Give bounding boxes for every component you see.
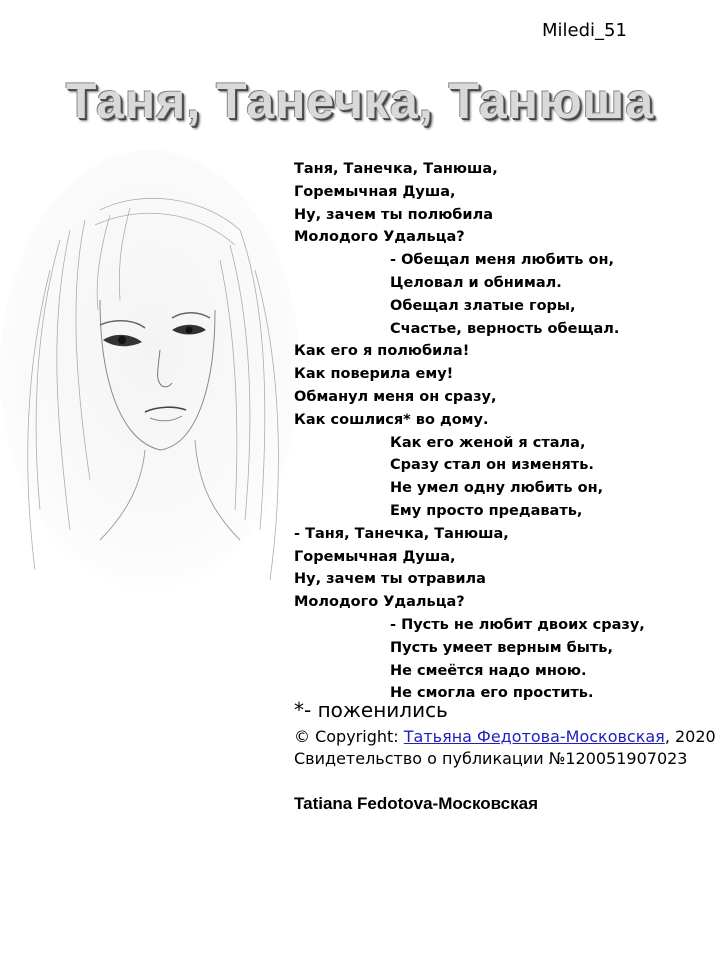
poem-line: Не смогла его простить.: [390, 685, 594, 702]
poem-line: Молодого Удальца?: [294, 229, 465, 246]
poem-line: Как поверила ему!: [294, 366, 454, 383]
publication-certificate: Свидетельство о публикации №120051907023: [294, 749, 688, 768]
poem-line: Как его я полюбила!: [294, 343, 470, 360]
poem-line: Сразу стал он изменять.: [390, 457, 594, 474]
poem-line: Обещал златые горы,: [390, 297, 576, 314]
copyright-prefix: © Copyright:: [294, 727, 404, 746]
poem-line: Таня, Танечка, Танюша,: [294, 161, 498, 177]
poem-line: - Пусть не любит двоих сразу,: [390, 616, 645, 633]
poem-line: Ему просто предавать,: [390, 502, 583, 519]
poem-line: Как сошлися* во дому.: [294, 411, 489, 428]
poem-line: Целовал и обнимал.: [390, 274, 562, 291]
poem-line: Пусть умеет верным быть,: [390, 639, 613, 656]
page-title: Таня, Танечка, Танюша: [65, 73, 655, 129]
poem-line: Молодого Удальца?: [294, 594, 465, 611]
poem-line: - Обещал меня любить он,: [390, 252, 615, 269]
username: Miledi_51: [542, 20, 627, 41]
portrait-illustration: [0, 150, 300, 590]
poem-line: Горемычная Душа,: [294, 548, 456, 565]
author-link[interactable]: Татьяна Федотова-Московская: [403, 727, 665, 746]
poem-line: Как его женой я стала,: [390, 434, 586, 451]
poem: [294, 158, 645, 705]
poem-line: Счастье, верность обещал.: [390, 320, 620, 337]
poem-line: Не смеётся надо мною.: [390, 662, 587, 679]
poem-line: Ну, зачем ты отравила: [294, 571, 486, 588]
poem-line: Ну, зачем ты полюбила: [294, 206, 493, 223]
poem-line: Обманул меня он сразу,: [294, 388, 497, 405]
author-signature: Tatiana Fedotova-Московская: [294, 794, 539, 813]
footnote: *- поженились: [294, 698, 448, 722]
copyright-year: , 2020: [664, 727, 716, 746]
copyright-line: [294, 726, 716, 748]
poem-line: - Таня, Танечка, Танюша,: [294, 525, 509, 542]
poem-line: Горемычная Душа,: [294, 183, 456, 200]
poem-line: Не умел одну любить он,: [390, 480, 604, 497]
copyright-block: [294, 726, 716, 770]
